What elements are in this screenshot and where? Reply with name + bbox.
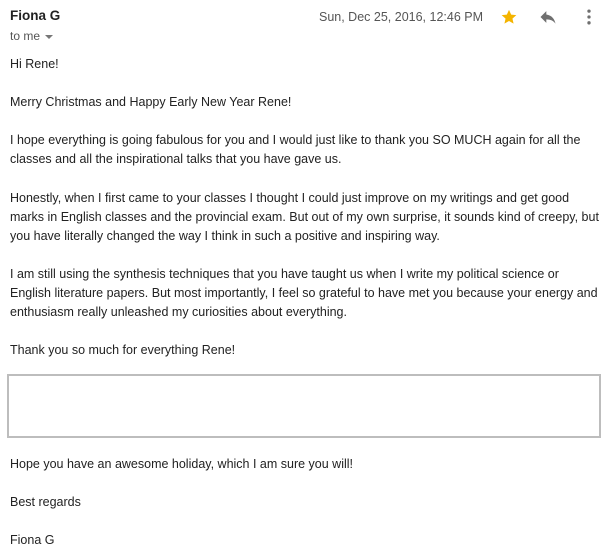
honestly-paragraph: Honestly, when I first came to your classes I thought I could just improve on my writings and get good marks in English classes and the provincial exam. But out of my own surprise, it sounds kind of creepy, but you have literally changed the way I think in such a positive and inspiring way.: [10, 191, 599, 243]
sender-name[interactable]: Fiona G: [10, 8, 61, 23]
techniques-paragraph: I am still using the synthesis techniques that you have taught us when I write my political science or English literature papers. But most importantly, I feel so grateful to have met you because your energy and enthusiasm really unleashed my curiosities about everything.: [10, 267, 598, 319]
thank-you-paragraph: Thank you so much for everything Rene!: [10, 343, 236, 357]
recipient-dropdown[interactable]: [10, 28, 53, 44]
star-button[interactable]: [498, 6, 520, 28]
email-timestamp: Sun, Dec 25, 2016, 12:46 PM: [319, 10, 483, 24]
greeting-line: Hi Rene!: [10, 57, 59, 71]
closing-line: Best regards: [10, 495, 81, 509]
reply-button[interactable]: [537, 6, 559, 28]
thanks-paragraph: I hope everything is going fabulous for you and I would just like to thank you SO MUCH again for all the classes and all the inspirational talks that you have gave us.: [10, 133, 581, 166]
reply-icon: [538, 7, 558, 27]
holiday-paragraph: Merry Christmas and Happy Early New Year Rene!: [10, 95, 292, 109]
more-vert-icon: [579, 7, 599, 27]
holiday-wish-paragraph: Hope you have an awesome holiday, which I am sure you will!: [10, 457, 353, 471]
caret-down-icon: [45, 35, 53, 39]
email-header: [10, 8, 602, 48]
more-options-button[interactable]: [578, 6, 600, 28]
star-icon: [500, 8, 518, 26]
signature-line: Fiona G: [10, 533, 55, 547]
blank-placeholder-box: [7, 374, 601, 438]
recipient-label: to me: [10, 29, 41, 43]
